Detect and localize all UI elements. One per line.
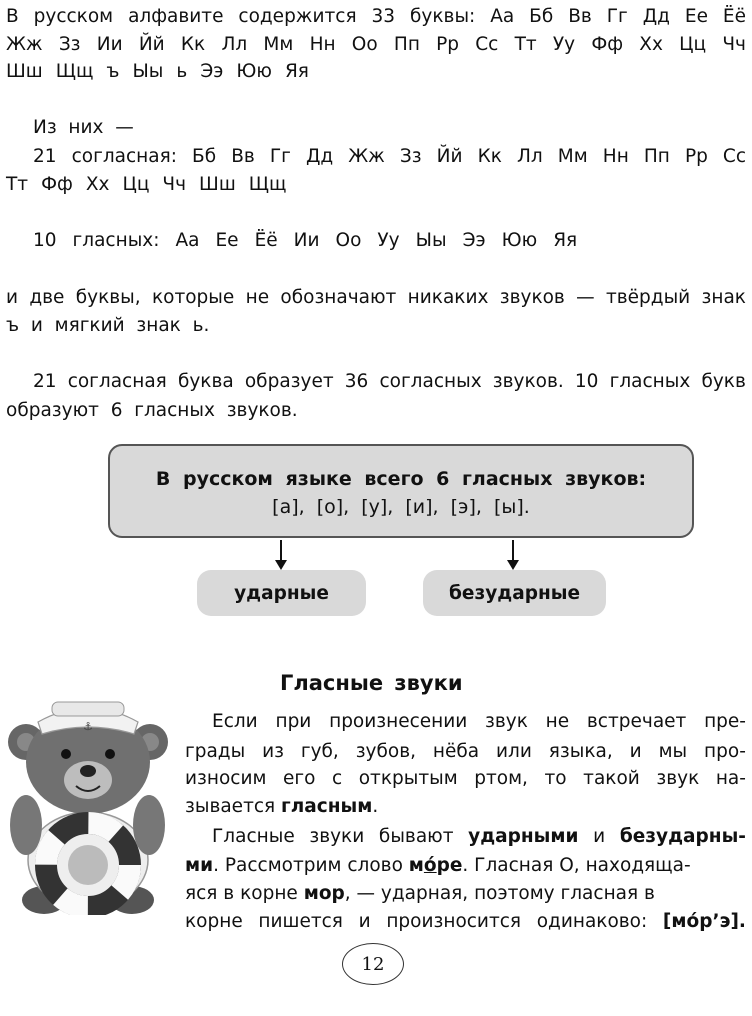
- consonants-line-1: 21 согласная: Бб Вв Гг Дд Жж Зз Йй Кк Лл Мм Нн Пп Рр Сс: [33, 146, 746, 167]
- sounds-line-1: 21 согласная буква образует 36 согласных звуков. 10 гласных букв: [33, 371, 746, 392]
- p2-line-2: ми. Рассмотрим слово мо́ре. Гласная О, находяща-: [185, 855, 691, 876]
- p2-line-4: корне пишется и произносится одинаково: [мо́р’э].: [185, 911, 746, 932]
- p2-line-3: яся в корне мор, — ударная, поэтому гласная в: [185, 883, 655, 904]
- vowel-sounds-list: [а], [о], [у], [и], [э], [ы].: [272, 496, 530, 518]
- p1-line-1: Если при произнесении звук не встречает пре-: [212, 711, 746, 732]
- of-them-text: Из них —: [33, 117, 134, 138]
- signs-line-2: ъ и мягкий знак ь.: [6, 315, 210, 336]
- stressed-label: ударные: [197, 570, 366, 616]
- signs-line-1: и две буквы, которые не обозначают никаких звуков — твёрдый знак: [6, 287, 746, 308]
- svg-text:⚓: ⚓: [83, 720, 93, 733]
- arrow-down-icon: [280, 540, 282, 562]
- arrow-down-icon: [512, 540, 514, 562]
- vowels-line: 10 гласных: Аа Ее Ёё Ии Оо Уу Ыы Ээ Юю Яя: [33, 230, 578, 251]
- consonants-line-2: Тт Фф Хх Цц Чч Шш Щщ: [6, 174, 287, 195]
- section-heading: Гласные звуки: [280, 671, 463, 695]
- page-number: 12: [342, 943, 404, 985]
- p1-line-2: грады из губ, зубов, нёба или языка, и мы про-: [185, 741, 746, 762]
- sailor-bear-illustration: [4, 700, 169, 915]
- vowel-sounds-title: В русском языке всего 6 гласных звуков:: [155, 468, 647, 490]
- vowel-sounds-box: [108, 444, 694, 538]
- unstressed-label: безударные: [423, 570, 606, 616]
- intro-line-3: Шш Щщ ъ Ыы ь Ээ Юю Яя: [6, 61, 309, 82]
- p1-line-3: износим его с открытым ртом, то такой звук на-: [185, 768, 746, 789]
- sounds-line-2: образуют 6 гласных звуков.: [6, 400, 298, 421]
- intro-line-2: Жж Зз Ии Йй Кк Лл Мм Нн Оо Пп Рр Сс Тт Уу Фф Хх Цц Чч: [6, 34, 746, 55]
- p1-line-4: зывается гласным.: [185, 796, 379, 817]
- p2-line-1: Гласные звуки бывают ударными и безударны-: [212, 826, 746, 847]
- intro-line-1: В русском алфавите содержится 33 буквы: Аа Бб Вв Гг Дд Ее Ёё: [6, 6, 746, 27]
